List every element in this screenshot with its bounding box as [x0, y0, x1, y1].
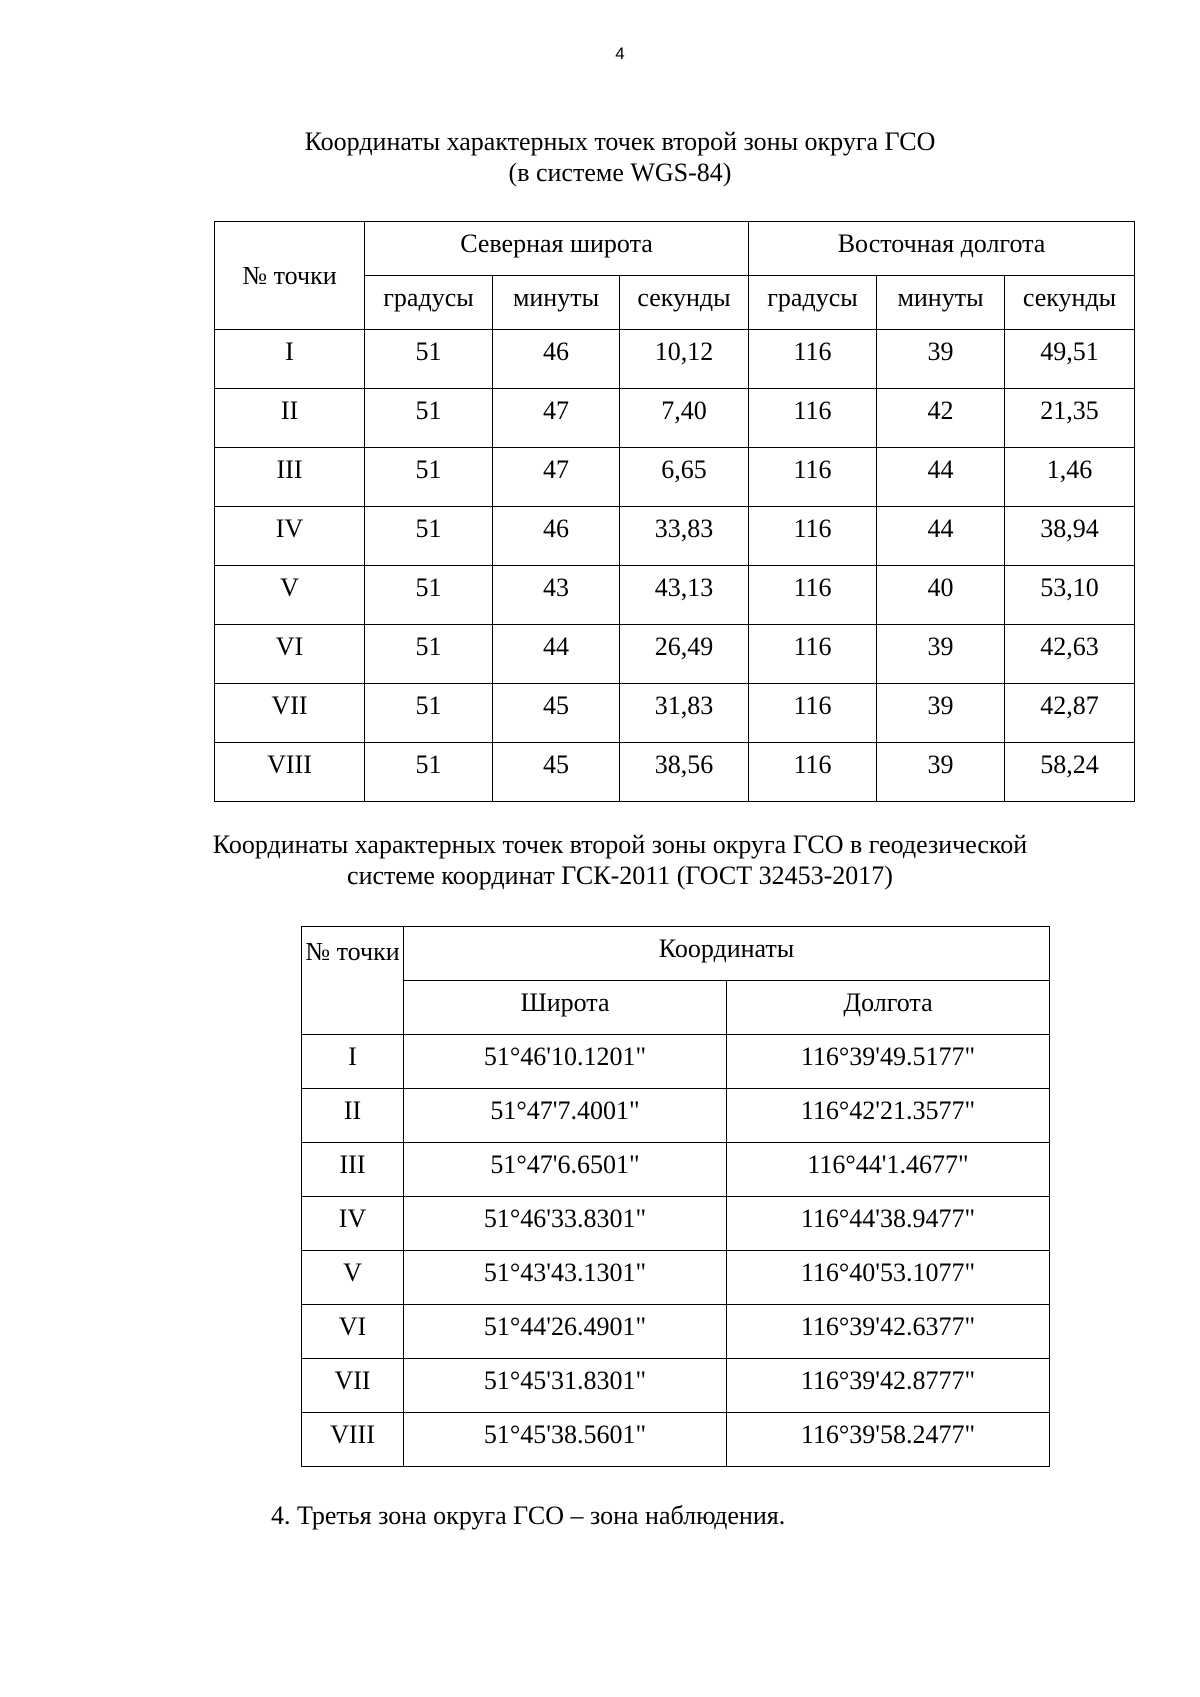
lon-minutes-cell: 39 [877, 330, 1005, 389]
gsk2011-coordinates-table [301, 926, 1050, 1467]
lat-minutes-cell: 46 [493, 330, 620, 389]
lat-degrees-cell: 51 [365, 566, 493, 625]
table-row [302, 1359, 1050, 1413]
lon-degrees-cell: 116 [749, 684, 877, 743]
point-number-cell: VI [215, 625, 365, 684]
point-number-cell: III [215, 448, 365, 507]
latitude-cell: 51°45'31.8301" [404, 1359, 727, 1413]
table-row [302, 1251, 1050, 1305]
table-row [302, 1035, 1050, 1089]
latitude-cell: 51°47'7.4001" [404, 1089, 727, 1143]
wgs84-coordinates-table [214, 221, 1135, 802]
lon-degrees-cell: 116 [749, 389, 877, 448]
lon-seconds-cell: 42,63 [1005, 625, 1135, 684]
lat-degrees-cell: 51 [365, 448, 493, 507]
lat-seconds-cell: 26,49 [620, 625, 749, 684]
point-number-cell: I [215, 330, 365, 389]
table-row [215, 566, 1135, 625]
table-row [215, 743, 1135, 802]
lat-seconds-cell: 31,83 [620, 684, 749, 743]
header-lat-seconds: секунды [620, 276, 749, 330]
latitude-cell: 51°44'26.4901" [404, 1305, 727, 1359]
point-number-cell: V [302, 1251, 404, 1305]
point-number-cell: I [302, 1035, 404, 1089]
lon-seconds-cell: 49,51 [1005, 330, 1135, 389]
lat-seconds-cell: 10,12 [620, 330, 749, 389]
longitude-cell: 116°39'42.8777" [727, 1359, 1050, 1413]
longitude-cell: 116°44'38.9477" [727, 1197, 1050, 1251]
lat-degrees-cell: 51 [365, 389, 493, 448]
table2-title-line1: Координаты характерных точек второй зоны округа ГСО в геодезической [212, 830, 1028, 859]
lon-degrees-cell: 116 [749, 625, 877, 684]
lat-minutes-cell: 44 [493, 625, 620, 684]
lon-seconds-cell: 21,35 [1005, 389, 1135, 448]
table-row [215, 389, 1135, 448]
lon-minutes-cell: 39 [877, 625, 1005, 684]
longitude-cell: 116°39'49.5177" [727, 1035, 1050, 1089]
header-lat-degrees: градусы [365, 276, 493, 330]
page-number: 4 [615, 44, 625, 63]
longitude-cell: 116°42'21.3577" [727, 1089, 1050, 1143]
table-row [302, 1197, 1050, 1251]
header-lon-minutes: минуты [877, 276, 1005, 330]
table-row [215, 684, 1135, 743]
table-row [302, 1089, 1050, 1143]
lon-seconds-cell: 38,94 [1005, 507, 1135, 566]
point-number-cell: II [215, 389, 365, 448]
longitude-cell: 116°44'1.4677" [727, 1143, 1050, 1197]
table-row [302, 1143, 1050, 1197]
header-longitude: Долгота [727, 981, 1050, 1035]
lat-minutes-cell: 47 [493, 448, 620, 507]
point-number-cell: II [302, 1089, 404, 1143]
lat-degrees-cell: 51 [365, 507, 493, 566]
header-point-number: № точки [302, 927, 404, 1035]
section-paragraph: 4. Третья зона округа ГСО – зона наблюдения. [271, 1501, 786, 1530]
point-number-cell: VII [215, 684, 365, 743]
point-number-cell: III [302, 1143, 404, 1197]
lon-degrees-cell: 116 [749, 448, 877, 507]
lat-minutes-cell: 47 [493, 389, 620, 448]
table-row [215, 507, 1135, 566]
table2-title-line2: системе координат ГСК-2011 (ГОСТ 32453-2017) [347, 861, 893, 890]
lon-degrees-cell: 116 [749, 330, 877, 389]
lon-seconds-cell: 42,87 [1005, 684, 1135, 743]
point-number-cell: IV [302, 1197, 404, 1251]
latitude-cell: 51°46'10.1201" [404, 1035, 727, 1089]
lon-degrees-cell: 116 [749, 507, 877, 566]
table1-title-line1: Координаты характерных точек второй зоны округа ГСО [304, 127, 936, 156]
point-number-cell: VIII [215, 743, 365, 802]
lat-minutes-cell: 46 [493, 507, 620, 566]
lat-minutes-cell: 45 [493, 743, 620, 802]
header-point-number: № точки [215, 222, 365, 330]
table-row [302, 1413, 1050, 1467]
lat-degrees-cell: 51 [365, 743, 493, 802]
lon-minutes-cell: 44 [877, 507, 1005, 566]
point-number-cell: VI [302, 1305, 404, 1359]
table-row [215, 625, 1135, 684]
table-row [215, 448, 1135, 507]
table2-title [0, 829, 1200, 891]
lat-minutes-cell: 43 [493, 566, 620, 625]
lon-minutes-cell: 40 [877, 566, 1005, 625]
lat-seconds-cell: 33,83 [620, 507, 749, 566]
lat-seconds-cell: 43,13 [620, 566, 749, 625]
table1-title [0, 126, 1200, 188]
lat-degrees-cell: 51 [365, 625, 493, 684]
lon-minutes-cell: 39 [877, 684, 1005, 743]
table-row [302, 1305, 1050, 1359]
latitude-cell: 51°46'33.8301" [404, 1197, 727, 1251]
lon-seconds-cell: 1,46 [1005, 448, 1135, 507]
latitude-cell: 51°47'6.6501" [404, 1143, 727, 1197]
latitude-cell: 51°43'43.1301" [404, 1251, 727, 1305]
point-number-cell: VII [302, 1359, 404, 1413]
lon-degrees-cell: 116 [749, 566, 877, 625]
point-number-cell: VIII [302, 1413, 404, 1467]
header-latitude: Широта [404, 981, 727, 1035]
point-number-cell: IV [215, 507, 365, 566]
header-coordinates: Координаты [404, 927, 1050, 981]
lat-seconds-cell: 38,56 [620, 743, 749, 802]
header-lon-seconds: секунды [1005, 276, 1135, 330]
header-north-latitude: Северная широта [365, 222, 749, 276]
lon-minutes-cell: 39 [877, 743, 1005, 802]
lon-seconds-cell: 58,24 [1005, 743, 1135, 802]
lon-minutes-cell: 42 [877, 389, 1005, 448]
table-row [215, 330, 1135, 389]
header-lat-minutes: минуты [493, 276, 620, 330]
lon-degrees-cell: 116 [749, 743, 877, 802]
lat-degrees-cell: 51 [365, 684, 493, 743]
lon-seconds-cell: 53,10 [1005, 566, 1135, 625]
lat-seconds-cell: 6,65 [620, 448, 749, 507]
lon-minutes-cell: 44 [877, 448, 1005, 507]
point-number-cell: V [215, 566, 365, 625]
longitude-cell: 116°39'58.2477" [727, 1413, 1050, 1467]
table1-title-line2: (в системе WGS-84) [508, 158, 732, 187]
longitude-cell: 116°39'42.6377" [727, 1305, 1050, 1359]
lat-minutes-cell: 45 [493, 684, 620, 743]
header-lon-degrees: градусы [749, 276, 877, 330]
longitude-cell: 116°40'53.1077" [727, 1251, 1050, 1305]
lat-degrees-cell: 51 [365, 330, 493, 389]
header-east-longitude: Восточная долгота [749, 222, 1135, 276]
latitude-cell: 51°45'38.5601" [404, 1413, 727, 1467]
lat-seconds-cell: 7,40 [620, 389, 749, 448]
